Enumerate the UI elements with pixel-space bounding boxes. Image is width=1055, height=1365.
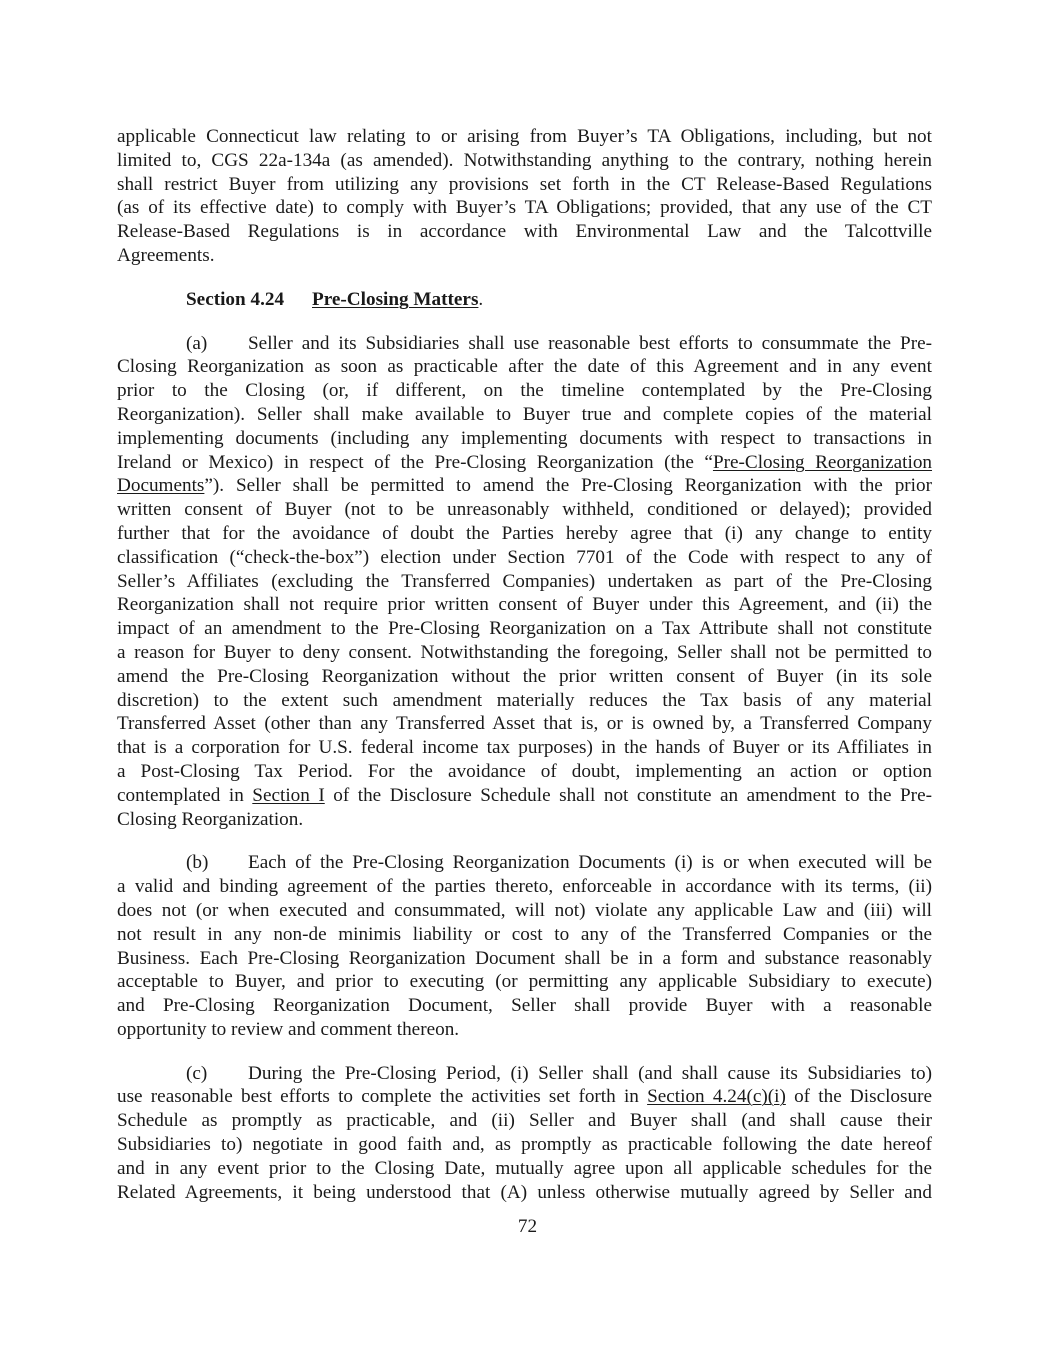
text-line: not result in any non-de minimis liability or cost to any of the Transferred Companies or the xyxy=(117,923,932,945)
text-run: Each of the Pre-Closing Reorganization Documents (i) is or when executed will be xyxy=(248,852,932,874)
section-heading xyxy=(117,288,932,312)
text-line: Schedule as promptly as practicable, and (ii) Seller and Buyer shall (and shall cause their xyxy=(117,1110,932,1132)
text-run: use reasonable best efforts to complete the activities set forth in xyxy=(117,1086,648,1108)
text-line xyxy=(117,851,932,875)
text-run: contemplated in xyxy=(117,784,253,806)
text-line: that is a corporation for U.S. federal income tax purposes) in the hands of Buyer or its Affiliates in xyxy=(117,737,932,759)
text-line: Subsidiaries to) negotiate in good faith and, as promptly as practicable following the date hereof xyxy=(117,1134,932,1156)
paragraph-label: (c) xyxy=(186,1062,208,1084)
text-line: Related Agreements, it being understood that (A) unless otherwise mutually agreed by Seller and xyxy=(117,1181,932,1203)
text-line: and Pre-Closing Reorganization Document, Seller shall provide Buyer with a reasonable xyxy=(117,995,932,1017)
text-run: of the Disclosure xyxy=(785,1086,932,1108)
text-line: prior to the Closing (or, if different, on the timeline contemplated by the Pre-Closing xyxy=(117,380,932,402)
text-line: Release-Based Regulations is in accordance with Environmental Law and the Talcottville xyxy=(117,221,932,243)
text-line: Business. Each Pre-Closing Reorganization Document shall be in a form and substance reasonably xyxy=(117,947,932,969)
text-line: Closing Reorganization. xyxy=(117,808,304,830)
text-line: Closing Reorganization as soon as practicable after the date of this Agreement and in any event xyxy=(117,356,932,378)
text-line xyxy=(117,1085,932,1109)
defined-term-link: Documents xyxy=(117,475,205,497)
text-line: a reason for Buyer to deny consent. Notwithstanding the foregoing, Seller shall not be permitted to xyxy=(117,641,932,663)
text-line: opportunity to review and comment thereon. xyxy=(117,1018,460,1040)
text-line: discretion) to the extent such amendment materially reduces the Tax basis of any material xyxy=(117,689,932,711)
section-number: Section 4.24 xyxy=(186,288,285,310)
cross-reference-link: Section I xyxy=(252,784,325,806)
text-line: shall restrict Buyer from utilizing any provisions set forth in the CT Release-Based Regulations xyxy=(117,173,932,195)
text-line: amend the Pre-Closing Reorganization without the prior written consent of Buyer (in its sole xyxy=(117,665,932,687)
text-line: a valid and binding agreement of the parties thereto, enforceable in accordance with its terms, (ii) xyxy=(117,876,932,898)
text-line: written consent of Buyer (not to be unreasonably withheld, conditioned or delayed); provided xyxy=(117,499,932,521)
text-run: of the Disclosure Schedule shall not constitute an amendment to the Pre- xyxy=(324,784,932,806)
text-line: Transferred Asset (other than any Transferred Asset that is, or is owned by, a Transferred Company xyxy=(117,713,932,735)
text-run: During the Pre-Closing Period, (i) Seller shall (and shall cause its Subsidiaries to) xyxy=(248,1062,932,1084)
section-title: Pre-Closing Matters xyxy=(312,288,479,310)
text-run: Seller and its Subsidiaries shall use reasonable best efforts to consummate the Pre- xyxy=(248,332,932,354)
paragraph-a xyxy=(117,332,932,832)
text-line: limited to, CGS 22a-134a (as amended). Notwithstanding anything to the contrary, nothing herein xyxy=(117,149,932,171)
text-line xyxy=(117,474,932,498)
text-line: and in any event prior to the Closing Date, mutually agree upon all applicable schedules for the xyxy=(117,1157,932,1179)
text-line xyxy=(117,451,932,475)
page-number: 72 xyxy=(517,1216,538,1237)
text-line: acceptable to Buyer, and prior to executing (or permitting any applicable Subsidiary to execute) xyxy=(117,971,932,993)
text-line: a Post-Closing Tax Period. For the avoidance of doubt, implementing an action or option xyxy=(117,760,932,782)
text-line xyxy=(117,1062,932,1086)
text-line: Reorganization shall not require prior written consent of Buyer under this Agreement, and (ii) the xyxy=(117,594,932,616)
paragraph-c xyxy=(117,1062,932,1205)
intro-paragraph xyxy=(117,125,932,268)
text-line: classification (“check-the-box”) election under Section 7701 of the Code with respect to any of xyxy=(117,546,932,568)
paragraph-label: (b) xyxy=(186,852,209,874)
document-page xyxy=(117,125,932,1204)
defined-term-link: Pre-Closing Reorganization xyxy=(712,451,933,473)
text-line xyxy=(117,784,932,808)
text-line: does not (or when executed and consummated, will not) violate any applicable Law and (iii) will xyxy=(117,899,932,921)
paragraph-label: (a) xyxy=(186,332,208,354)
text-line: impact of an amendment to the Pre-Closing Reorganization on a Tax Attribute shall not constitute xyxy=(117,618,932,640)
text-line: implementing documents (including any implementing documents with respect to transactions in xyxy=(117,427,932,449)
text-line: Reorganization). Seller shall make available to Buyer true and complete copies of the material xyxy=(117,403,932,425)
text-line: applicable Connecticut law relating to or arising from Buyer’s TA Obligations, including, but not xyxy=(117,126,932,147)
section-title-period: . xyxy=(478,288,484,310)
text-run: Ireland or Mexico) in respect of the Pre-Closing Reorganization (the “ xyxy=(117,451,713,473)
cross-reference-link: Section 4.24(c)(i) xyxy=(647,1086,786,1108)
text-line: further that for the avoidance of doubt the Parties hereby agree that (i) any change to entity xyxy=(117,522,932,544)
text-line: (as of its effective date) to comply with Buyer’s TA Obligations; provided, that any use of the CT xyxy=(117,197,932,219)
text-line: Seller’s Affiliates (excluding the Transferred Companies) undertaken as part of the Pre-Closing xyxy=(117,570,932,592)
paragraph-b xyxy=(117,851,932,1041)
text-run: ”). Seller shall be permitted to amend the Pre-Closing Reorganization with the prior xyxy=(204,475,932,497)
text-line: Agreements. xyxy=(117,244,215,266)
text-line xyxy=(117,332,932,356)
